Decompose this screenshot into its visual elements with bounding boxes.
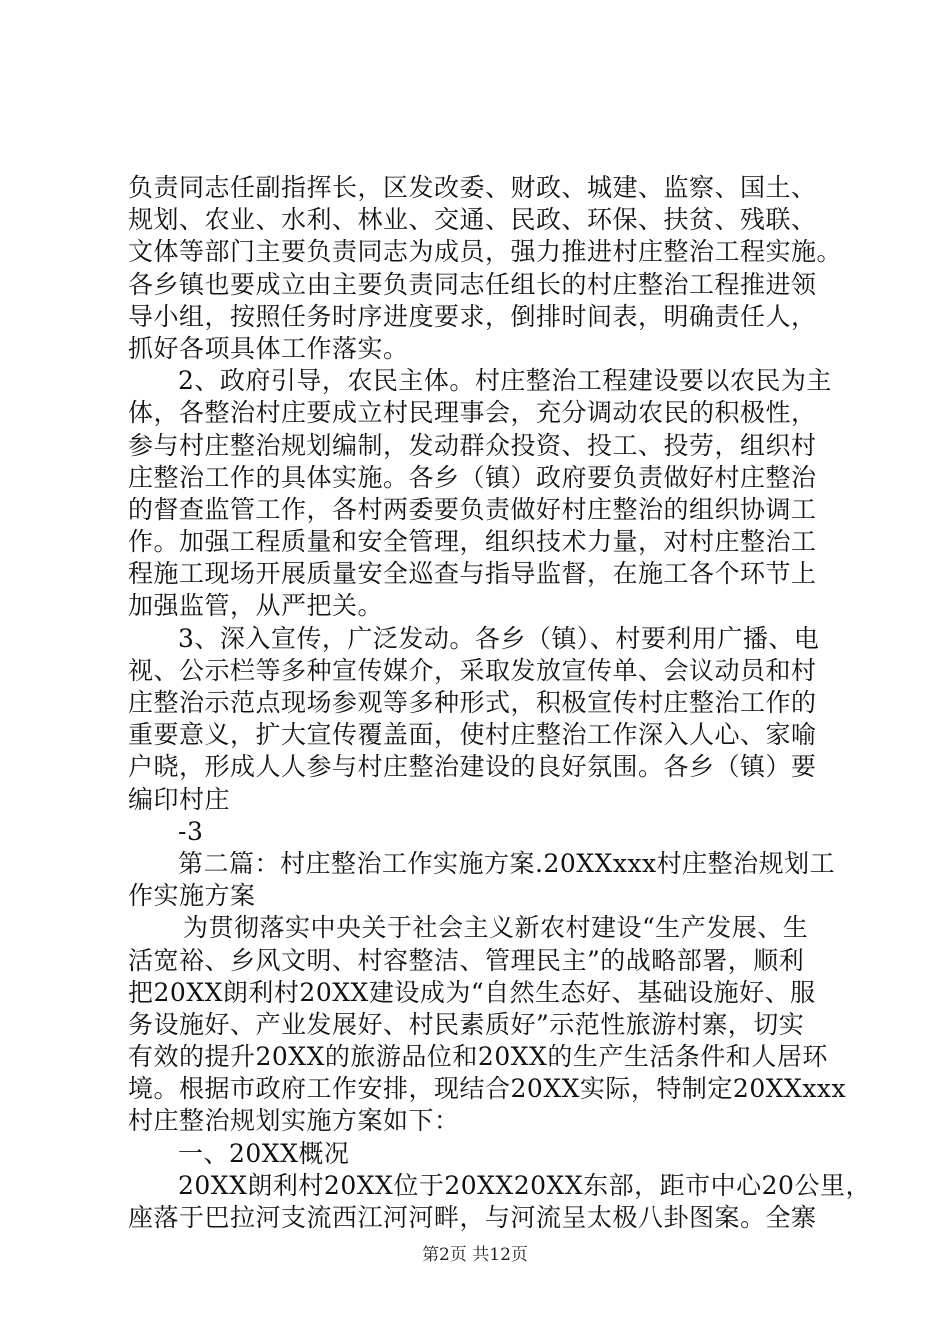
subsection-heading: 一、20XX概况 [178,1138,350,1168]
text-line: 境。根据市政府工作安排，现结合20XX实际，特制定20XXxxx [128,1074,847,1104]
paragraph-start-line: 3、深入宣传，广泛发动。各乡（镇）、村要利用广播、电 [178,623,820,653]
inline-page-marker: -3 [178,816,204,846]
text-line: 程施工现场开展质量安全巡查与指导监督，在施工各个环节上 [128,559,817,589]
text-line: 加强监管，从严把关。 [128,591,384,621]
paragraph-start-line: 2、政府引导，农民主体。村庄整治工程建设要以农民为主 [178,366,832,396]
text-line: 负责同志任副指挥长，区发改委、财政、城建、监察、国土、 [128,173,817,202]
page-footer [0,1240,950,1265]
text-line: 务设施好、产业发展好、村民素质好”示范性旅游村寨，切实 [128,1009,805,1039]
text-line: 视、公示栏等多种宣传媒介，采取发放宣传单、会议动员和村 [128,655,817,685]
text-line: 作。加强工程质量和安全管理，组织技术力量，对村庄整治工 [128,527,817,557]
text-line: 庄整治工作的具体实施。各乡（镇）政府要负责做好村庄整治 [128,462,817,492]
section-heading-continued: 作实施方案 [128,881,256,911]
text-line: 重要意义，扩大宣传覆盖面，使村庄整治工作深入人心、家喻 [128,720,817,750]
text-line: 体，各整治村庄要成立村民理事会，充分调动农民的积极性， [128,398,817,428]
text-line: 村庄整治规划实施方案如下： [128,1106,460,1136]
paragraph-start-line: 20XX朗利村20XX位于20XX20XX东部，距市中心20公里， [178,1170,871,1200]
text-line: 文体等部门主要负责同志为成员，强力推进村庄整治工程实施。 [128,237,843,267]
text-line: 户晓，形成人人参与村庄整治建设的良好氛围。各乡（镇）要 [128,752,817,782]
text-line: 各乡镇也要成立由主要负责同志任组长的村庄整治工程推进领 [128,269,817,299]
text-line: 导小组，按照任务时序进度要求，倒排时间表，明确责任人， [128,301,817,331]
text-line: 有效的提升20XX的旅游品位和20XX的生产生活条件和人居环 [128,1042,828,1072]
text-line: 编印村庄 [128,784,231,814]
page-number-label: 第2页 共12页 [422,1245,528,1265]
text-line: 的督查监管工作，各村两委要负责做好村庄整治的组织协调工 [128,494,817,524]
text-line: 庄整治示范点现场参观等多种形式，积极宣传村庄整治工作的 [128,688,817,717]
text-line: 活宽裕、乡风文明、村容整洁、管理民主”的战略部署，顺利 [128,945,805,975]
text-line: 把20XX朗利村20XX建设成为“自然生态好、基础设施好、服 [128,977,816,1007]
paragraph-start-line: 为贯彻落实中央关于社会主义新农村建设“生产发展、生 [183,913,809,943]
text-line: 参与村庄整治规划编制，发动群众投资、投工、投劳，组织村 [128,430,817,460]
text-line: 座落于巴拉河支流西江河河畔，与河流呈太极八卦图案。全寨 [128,1203,817,1232]
document-body [128,172,871,1234]
text-line: 规划、农业、水利、林业、交通、民政、环保、扶贫、残联、 [128,205,817,235]
section-heading: 第二篇：村庄整治工作实施方案.20XXxxx村庄整治规划工 [178,848,836,878]
text-line: 抓好各项具体工作落实。 [128,333,409,363]
